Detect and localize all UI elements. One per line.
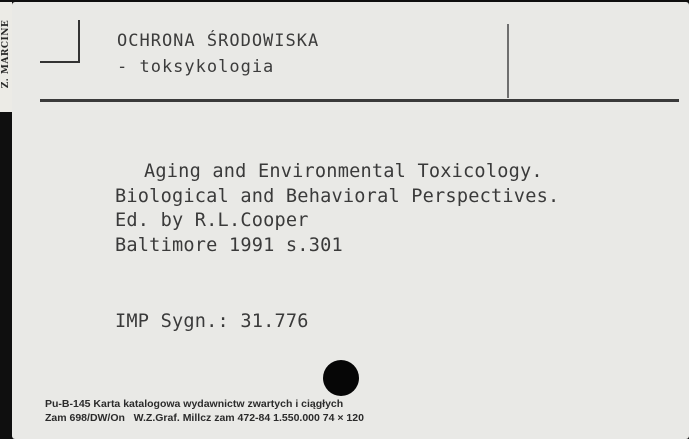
catalog-card [12, 2, 689, 439]
subject-subheading: - toksykologia [117, 57, 275, 77]
header-rule [40, 99, 679, 102]
header-divider [507, 24, 509, 98]
side-label [0, 2, 12, 112]
editor-line: Ed. by R.L.Cooper [115, 210, 309, 231]
printer-imprint-line-1: Pu-B-145 Karta katalogowa wydawnictw zwartych i ciągłych [45, 398, 344, 410]
title-line-1: Aging and Environmental Toxicology. [144, 161, 543, 182]
title-line-2: Biological and Behavioral Perspectives. [115, 186, 560, 207]
publication-line: Baltimore 1991 s.301 [115, 235, 343, 256]
punch-hole [323, 360, 359, 396]
call-number: IMP Sygn.: 31.776 [115, 311, 309, 332]
corner-bracket-mark [40, 20, 80, 63]
printer-imprint-line-2: Zam 698/DW/On W.Z.Graf. Millcz zam 472-84 1.550.000 74 × 120 [45, 412, 364, 424]
subject-heading: OCHRONA ŚRODOWISKA [117, 31, 320, 51]
side-label-text: Z. MARCINE [1, 19, 11, 89]
